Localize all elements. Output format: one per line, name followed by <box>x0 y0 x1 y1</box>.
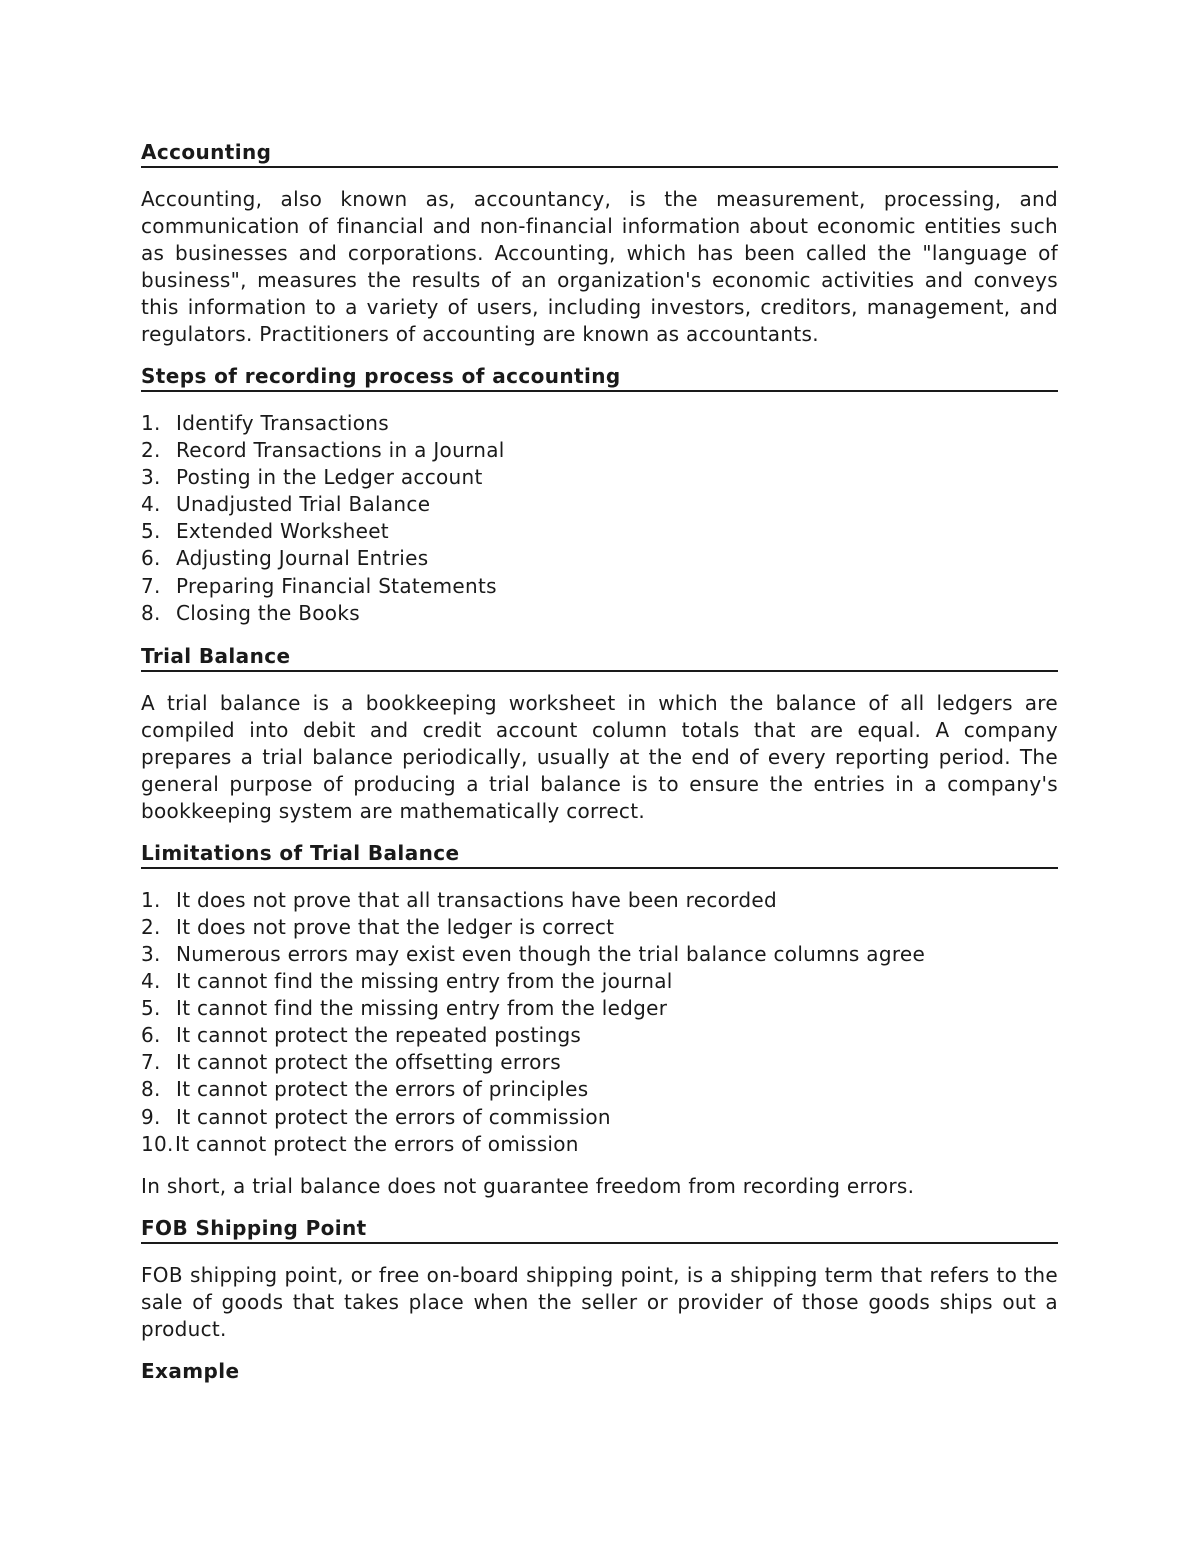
paragraph-limitations-summary: In short, a trial balance does not guarantee freedom from recording errors. <box>141 1173 915 1198</box>
list-item: 7. It cannot protect the offsetting errors <box>141 1050 561 1075</box>
heading-trial-balance: Trial Balance <box>141 642 1058 672</box>
list-item: 6. It cannot protect the repeated postings <box>141 1023 582 1048</box>
document-page <box>141 138 1058 1403</box>
heading-steps: Steps of recording process of accounting <box>141 362 1058 392</box>
heading-fob: FOB Shipping Point <box>141 1214 1058 1244</box>
list-item: 5. Extended Worksheet <box>141 519 389 544</box>
list-item: 6. Adjusting Journal Entries <box>141 546 429 571</box>
list-item: 8. It cannot protect the errors of principles <box>141 1077 589 1102</box>
steps-list <box>141 410 1058 627</box>
heading-accounting: Accounting <box>141 138 1058 168</box>
paragraph-accounting: Accounting, also known as, accountancy, is the measurement, processing, and communication of financial and non-financial information about economic entities such as businesses and corporations. Accounting, which has been called the "language of business", measures the results of an organization's economic activities and conveys this information to a variety of users, including investors, creditors, management, and regulators. Practitioners of accounting are known as accountants. <box>141 187 1058 346</box>
list-item: 4. It cannot find the missing entry from the journal <box>141 969 673 994</box>
list-item: 7. Preparing Financial Statements <box>141 573 497 598</box>
list-item: 8. Closing the Books <box>141 600 360 625</box>
limitations-list <box>141 887 1058 1158</box>
list-item: 1. It does not prove that all transactions have been recorded <box>141 887 777 912</box>
list-item: 5. It cannot find the missing entry from the ledger <box>141 996 668 1021</box>
list-item: 3. Numerous errors may exist even though the trial balance columns agree <box>141 941 926 966</box>
list-item: 9. It cannot protect the errors of commission <box>141 1104 611 1129</box>
heading-example: Example <box>141 1358 240 1383</box>
list-item: 4. Unadjusted Trial Balance <box>141 492 431 517</box>
list-item: 1. Identify Transactions <box>141 411 389 435</box>
paragraph-trial-balance: A trial balance is a bookkeeping worksheet in which the balance of all ledgers are compiled into debit and credit account column totals that are equal. A company prepares a trial balance periodically, usually at the end of every reporting period. The general purpose of producing a trial balance is to ensure the entries in a company's bookkeeping system are mathematically correct. <box>141 690 1058 823</box>
list-item: 10. It cannot protect the errors of omission <box>141 1131 579 1156</box>
list-item: 2. Record Transactions in a Journal <box>141 438 505 463</box>
list-item: 2. It does not prove that the ledger is correct <box>141 914 615 939</box>
heading-limitations: Limitations of Trial Balance <box>141 839 1058 869</box>
list-item: 3. Posting in the Ledger account <box>141 465 483 490</box>
paragraph-fob: FOB shipping point, or free on-board shipping point, is a shipping term that refers to the sale of goods that takes place when the seller or provider of those goods ships out a product. <box>141 1262 1058 1341</box>
